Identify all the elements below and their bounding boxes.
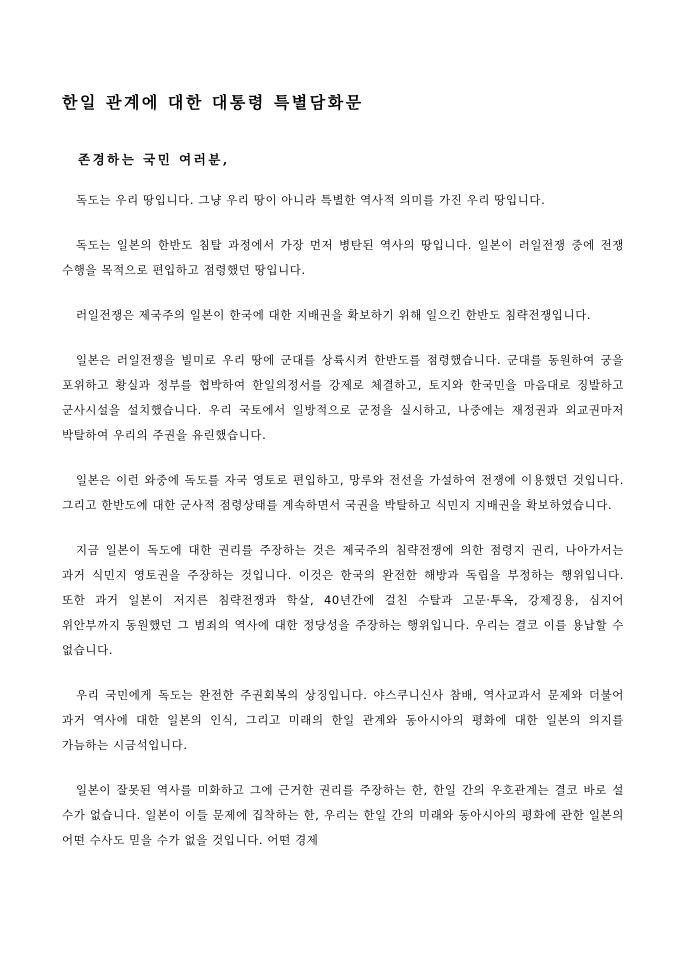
- paragraph: 일본은 러일전쟁을 빌미로 우리 땅에 군대를 상륙시켜 한반도를 점령했습니다. 군대를 동원하여 궁을 포위하고 황실과 정부를 협박하여 한일의정서를 강제로 체결하고, 토지와 한국민을 마음대로 징발하고 군사시설을 설치했습니다. 우리 국토에서 일방적으로 군정을 실시하고, 나중에는 재정권과 외교권마저 박탈하여 우리의 주권을 유린했습니다.: [62, 353, 624, 442]
- paragraph: 일본이 잘못된 역사를 미화하고 그에 근거한 권리를 주장하는 한, 한일 간의 우호관계는 결코 바로 설 수가 없습니다. 일본이 이들 문제에 집착하는 한, 우리는 한일 간의 미래와 동아시아의 평화에 관한 일본의 어떤 수사도 믿을 수가 없을 것입니다. 어떤 경제: [62, 783, 624, 847]
- document-title: 한일 관계에 대한 대통령 특별담화문: [62, 93, 364, 112]
- paragraph: 독도는 일본의 한반도 침탈 과정에서 가장 먼저 병탄된 역사의 땅입니다. 일본이 러일전쟁 중에 전쟁 수행을 목적으로 편입하고 점령했던 땅입니다.: [62, 238, 624, 277]
- paragraph: 독도는 우리 땅입니다. 그냥 우리 땅이 아니라 특별한 역사적 의미를 가진 우리 땅입니다.: [76, 193, 546, 207]
- greeting: 존경하는 국민 여러분,: [78, 152, 230, 167]
- paragraph: 우리 국민에게 독도는 완전한 주권회복의 상징입니다. 야스쿠니신사 참배, 역사교과서 문제와 더불어 과거 역사에 대한 일본의 인식, 그리고 미래의 한일 관계와 동아시아의 평화에 대한 일본의 의지를 가늠하는 시금석입니다.: [62, 688, 624, 752]
- paragraph: 러일전쟁은 제국주의 일본이 한국에 대한 지배권을 확보하기 위해 일으킨 한반도 침략전쟁입니다.: [76, 308, 592, 322]
- document-body: [62, 188, 624, 873]
- paragraph: 일본은 이런 와중에 독도를 자국 영토로 편입하고, 망루와 전선을 가설하여 전쟁에 이용했던 것입니다. 그리고 한반도에 대한 군사적 점령상태를 계속하면서 국권을 박탈하고 식민지 지배권을 확보하였습니다.: [62, 473, 624, 512]
- paragraph: 지금 일본이 독도에 대한 권리를 주장하는 것은 제국주의 침략전쟁에 의한 점령지 권리, 나아가서는 과거 식민지 영토권을 주장하는 것입니다. 이것은 한국의 완전한 해방과 독립을 부정하는 행위입니다. 또한 과거 일본이 저지른 침략전쟁과 학살, 40년간에 걸친 수탈과 고문·투옥, 강제징용, 심지어 위안부까지 동원했던 그 범죄의 역사에 대한 정당성을 주장하는 행위입니다. 우리는 결코 이를 용납할 수 없습니다.: [62, 543, 624, 657]
